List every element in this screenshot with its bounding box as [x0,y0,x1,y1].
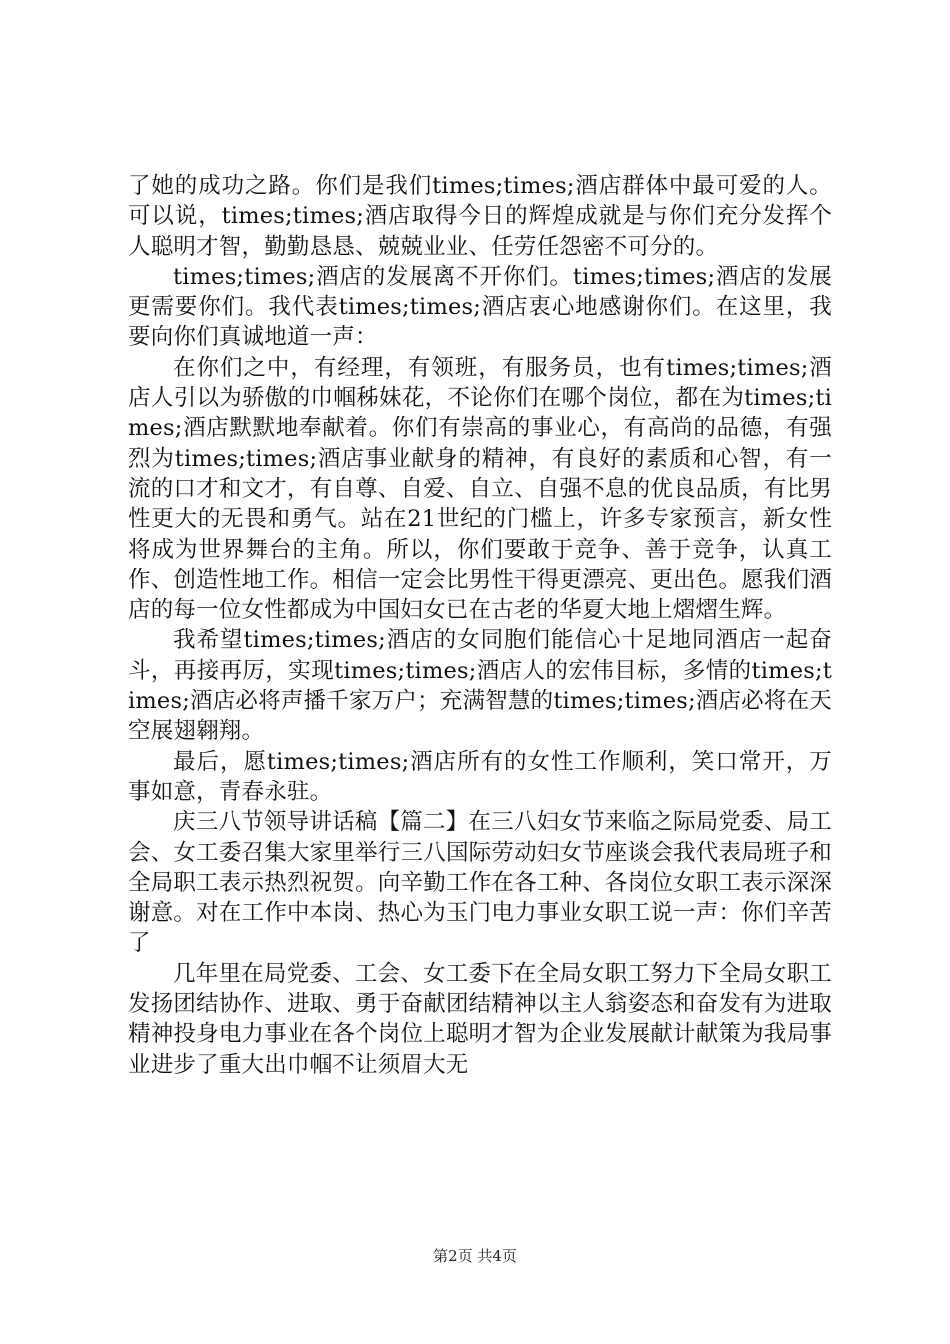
paragraph-4: 我希望times;times;酒店的女同胞们能信心十足地同酒店一起奋斗，再接再厉，实现times;times;酒店人的宏伟目标，多情的times;times;酒店必将声播千家万户；充满智慧的times;times;酒店必将在天空展翅翱翔。 [128,627,832,745]
page-number-footer: 第2页 共4页 [433,1247,517,1265]
paragraph-7: 几年里在局党委、工会、女工委下在全局女职工努力下全局女职工发扬团结协作、进取、勇于奋献团结精神以主人翁姿态和奋发有为进取精神投身电力事业在各个岗位上聪明才智为企业发展献计献策为我局事业进步了重大出巾帼不让须眉大无 [128,960,832,1078]
paragraph-6: 庆三八节领导讲话稿【篇二】在三八妇女节来临之际局党委、局工会、女工委召集大家里举行三八国际劳动妇女节座谈会我代表局班子和全局职工表示热烈祝贺。向辛勤工作在各工种、各岗位女职工表示深深谢意。对在工作中本岗、热心为玉门电力事业女职工说一声：你们辛苦了 [128,809,832,957]
paragraph-5: 最后，愿times;times;酒店所有的女性工作顺利，笑口常开，万事如意，青春永驻。 [128,748,832,805]
paragraph-2: times;times;酒店的发展离不开你们。times;times;酒店的发展更需要你们。我代表times;times;酒店衷心地感谢你们。在这里，我要向你们真诚地道一声： [128,263,832,351]
paragraph-1: 了她的成功之路。你们是我们times;times;酒店群体中最可爱的人。可以说，times;times;酒店取得今日的辉煌成就是与你们充分发挥个人聪明才智，勤勤恳恳、兢兢业业、任劳任怨密不可分的。 [128,173,832,260]
paragraph-3: 在你们之中，有经理，有领班，有服务员，也有times;times;酒店人引以为骄傲的巾帼秭妹花，不论你们在哪个岗位，都在为times;times;酒店默默地奉献着。你们有崇高的事业心，有高尚的品德，有强烈为times;times;酒店事业献身的精神，有良好的素质和心智，有一流的口才和文才，有自尊、自爱、自立、自强不息的优良品质，有比男性更大的无畏和勇气。站在21世纪的门槛上，许多专家预言，新女性将成为世界舞台的主角。所以，你们要敢于竞争、善于竞争，认真工作、创造性地工作。相信一定会比男性干得更漂亮、更出色。愿我们酒店的每一位女性都成为中国妇女已在古老的华夏大地上熠熠生辉。 [128,354,832,624]
document-body [128,171,832,1080]
